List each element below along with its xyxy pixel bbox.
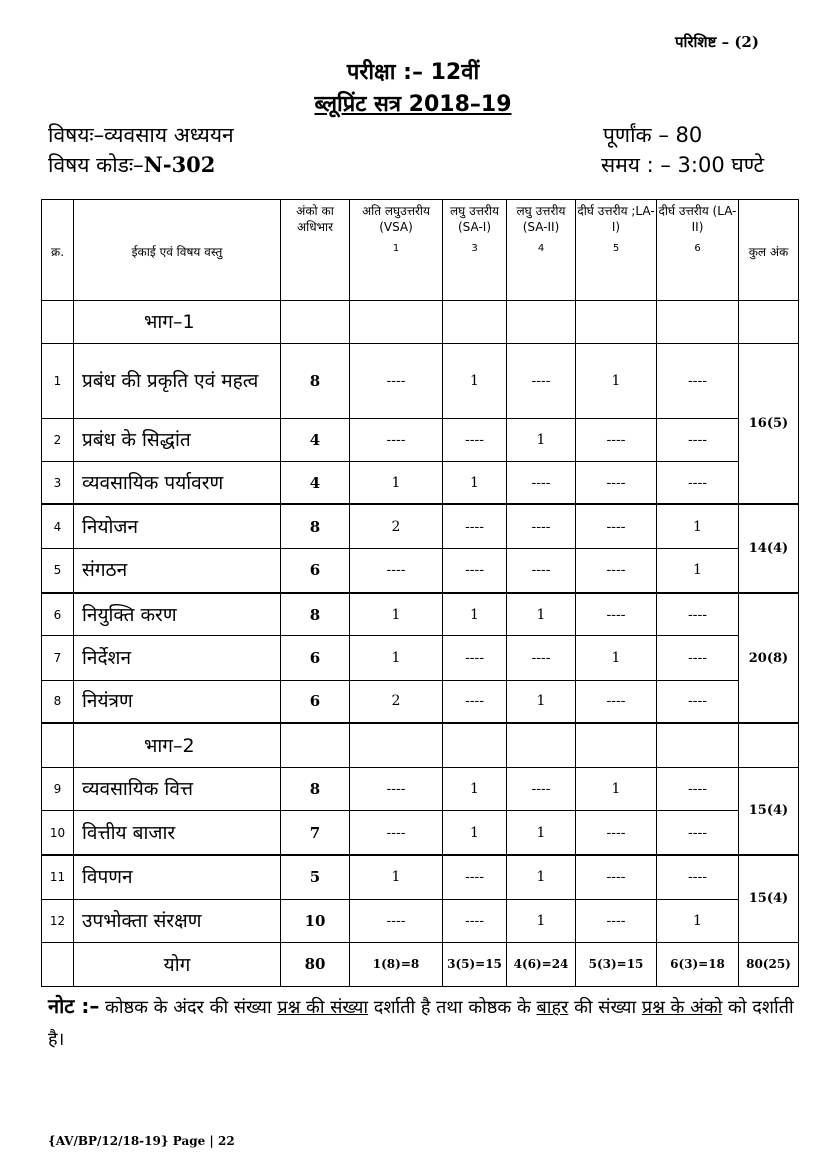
- row-topic: नियोजन: [74, 504, 281, 548]
- grand-total: 80(25): [739, 942, 799, 986]
- total-sa1: 3(5)=15: [443, 942, 507, 986]
- row-la1: ----: [576, 593, 657, 636]
- total-row: [42, 942, 799, 986]
- row-sn: 12: [42, 899, 74, 942]
- row-la2: 1: [657, 504, 739, 548]
- row-vsa: 1: [350, 593, 443, 636]
- row-topic: प्रबंध के सिद्धांत: [74, 418, 281, 461]
- row-sa2: 1: [507, 680, 576, 723]
- row-sn: 9: [42, 768, 74, 811]
- blueprint-title-text: ब्लूप्रिंट सत्र 2018–19: [314, 92, 512, 117]
- group-total: 16(5): [739, 344, 799, 505]
- row-topic: संगठन: [74, 549, 281, 593]
- row-weight: 4: [281, 418, 350, 461]
- exam-time: समय : – 3:00 घण्टे: [601, 153, 765, 177]
- row-la2: ----: [657, 593, 739, 636]
- header-weight: अंको का अधिभार: [281, 200, 350, 301]
- header-sa1-marks: 3: [471, 243, 478, 254]
- empty-cell: [350, 301, 443, 344]
- note-text: को दर्शाती है।: [48, 997, 794, 1050]
- appendix-label: परिशिष्ट – (2): [675, 33, 759, 51]
- row-weight: 8: [281, 593, 350, 636]
- group-total: 15(4): [739, 855, 799, 942]
- row-la2: ----: [657, 344, 739, 418]
- table-row: [42, 768, 799, 811]
- row-vsa: 1: [350, 636, 443, 680]
- subject-label: विषयः–व्यवसाय अध्ययन: [48, 123, 234, 147]
- row-la1: ----: [576, 549, 657, 593]
- empty-cell: [281, 301, 350, 344]
- row-la2: ----: [657, 680, 739, 723]
- row-vsa: ----: [350, 418, 443, 461]
- part-row: [42, 301, 799, 344]
- exam-title: परीक्षा :– 12वीं: [346, 60, 480, 85]
- empty-cell: [657, 723, 739, 767]
- row-vsa: 1: [350, 855, 443, 899]
- row-la1: ----: [576, 461, 657, 504]
- blueprint-table: [41, 199, 799, 987]
- group-total: 15(4): [739, 768, 799, 855]
- header-vsa: [350, 200, 443, 301]
- header-la1: [576, 200, 657, 301]
- empty-cell: [507, 723, 576, 767]
- header-sa1: [443, 200, 507, 301]
- table-row: [42, 855, 799, 899]
- row-sn: 3: [42, 461, 74, 504]
- row-weight: 7: [281, 811, 350, 855]
- empty-cell: [739, 723, 799, 767]
- empty-cell: [443, 301, 507, 344]
- row-weight: 8: [281, 768, 350, 811]
- row-sn: 4: [42, 504, 74, 548]
- row-sa2: 1: [507, 418, 576, 461]
- row-sa2: 1: [507, 855, 576, 899]
- row-sa1: ----: [443, 899, 507, 942]
- row-la2: ----: [657, 768, 739, 811]
- group-total: 20(8): [739, 593, 799, 724]
- row-sa1: 1: [443, 344, 507, 418]
- row-sa2: ----: [507, 768, 576, 811]
- row-sa2: ----: [507, 344, 576, 418]
- empty-cell: [350, 723, 443, 767]
- row-weight: 6: [281, 636, 350, 680]
- row-topic: व्यवसायिक पर्यावरण: [74, 461, 281, 504]
- row-la2: 1: [657, 899, 739, 942]
- part-row: [42, 723, 799, 767]
- code-value: N-302: [143, 152, 216, 177]
- header-sa2-marks: 4: [537, 243, 545, 254]
- row-sa1: 1: [443, 461, 507, 504]
- header-la2-label: दीर्घ उत्तरीय (LA-II): [658, 204, 737, 234]
- header-sa1-label: लघु उत्तरीय (SA-I): [450, 204, 499, 234]
- row-sa1: ----: [443, 418, 507, 461]
- page-footer: {AV/BP/12/18-19} Page | 22: [48, 1134, 235, 1148]
- note: [48, 990, 798, 1056]
- empty-cell: [443, 723, 507, 767]
- table-row: [42, 418, 799, 461]
- row-sa2: 1: [507, 899, 576, 942]
- note-underline: प्रश्न के अंको: [641, 997, 723, 1018]
- row-la1: ----: [576, 855, 657, 899]
- header-sn: क्र.: [42, 200, 74, 301]
- row-weight: 8: [281, 504, 350, 548]
- row-sa1: ----: [443, 549, 507, 593]
- row-sa1: ----: [443, 636, 507, 680]
- row-sa2: ----: [507, 504, 576, 548]
- empty-cell: [42, 942, 74, 986]
- table-row: [42, 504, 799, 548]
- total-weight: 80: [281, 942, 350, 986]
- row-la2: ----: [657, 461, 739, 504]
- header-vsa-marks: 1: [392, 243, 400, 254]
- total-la1: 5(3)=15: [576, 942, 657, 986]
- note-underline: बाहर: [536, 997, 569, 1018]
- row-sa1: 1: [443, 593, 507, 636]
- row-la2: ----: [657, 811, 739, 855]
- table-row: [42, 461, 799, 504]
- row-vsa: ----: [350, 768, 443, 811]
- empty-cell: [42, 723, 74, 767]
- note-text: दर्शाती है तथा कोष्ठक के: [368, 997, 537, 1018]
- row-la2: ----: [657, 855, 739, 899]
- group-total: 14(4): [739, 504, 799, 592]
- row-la1: ----: [576, 504, 657, 548]
- total-vsa: 1(8)=8: [350, 942, 443, 986]
- row-sn: 8: [42, 680, 74, 723]
- header-total: कुल अंक: [739, 200, 799, 301]
- row-topic: वित्तीय बाजार: [74, 811, 281, 855]
- row-weight: 6: [281, 680, 350, 723]
- row-sn: 1: [42, 344, 74, 418]
- empty-cell: [739, 301, 799, 344]
- header-la2: [657, 200, 739, 301]
- row-la2: ----: [657, 418, 739, 461]
- header-unit: ईकाई एवं विषय वस्तु: [74, 200, 281, 301]
- row-vsa: 2: [350, 504, 443, 548]
- part-1-label: भाग–1: [74, 301, 281, 344]
- row-topic: प्रबंध की प्रकृति एवं महत्व: [74, 344, 281, 418]
- row-weight: 10: [281, 899, 350, 942]
- row-weight: 8: [281, 344, 350, 418]
- row-la1: ----: [576, 680, 657, 723]
- row-sn: 11: [42, 855, 74, 899]
- row-la1: 1: [576, 344, 657, 418]
- blueprint-title: [0, 88, 826, 118]
- table-row: [42, 811, 799, 855]
- row-weight: 5: [281, 855, 350, 899]
- empty-cell: [657, 301, 739, 344]
- note-text: की संख्या: [568, 997, 642, 1018]
- row-sa1: 1: [443, 768, 507, 811]
- row-sa2: ----: [507, 636, 576, 680]
- row-sa1: ----: [443, 504, 507, 548]
- row-topic: नियंत्रण: [74, 680, 281, 723]
- row-vsa: ----: [350, 811, 443, 855]
- table-row: [42, 899, 799, 942]
- table-row: [42, 680, 799, 723]
- table-row: [42, 344, 799, 418]
- empty-cell: [507, 301, 576, 344]
- row-sn: 6: [42, 593, 74, 636]
- header-sa2: [507, 200, 576, 301]
- row-vsa: 2: [350, 680, 443, 723]
- note-underline: प्रश्न की संख्या: [277, 997, 369, 1018]
- empty-cell: [576, 301, 657, 344]
- row-la2: 1: [657, 549, 739, 593]
- row-la1: ----: [576, 811, 657, 855]
- row-topic: विपणन: [74, 855, 281, 899]
- total-sa2: 4(6)=24: [507, 942, 576, 986]
- row-sa2: ----: [507, 461, 576, 504]
- total-la2: 6(3)=18: [657, 942, 739, 986]
- row-vsa: 1: [350, 461, 443, 504]
- row-la1: 1: [576, 636, 657, 680]
- row-weight: 6: [281, 549, 350, 593]
- row-sa1: ----: [443, 855, 507, 899]
- row-vsa: ----: [350, 899, 443, 942]
- row-sn: 10: [42, 811, 74, 855]
- empty-cell: [576, 723, 657, 767]
- part-2-label: भाग–2: [74, 723, 281, 767]
- row-topic: व्यवसायिक वित्त: [74, 768, 281, 811]
- row-topic: नियुक्ति करण: [74, 593, 281, 636]
- row-sn: 7: [42, 636, 74, 680]
- header-la2-marks: 6: [694, 243, 701, 254]
- code-label: विषय कोडः–: [48, 153, 144, 177]
- row-vsa: ----: [350, 344, 443, 418]
- row-topic: निर्देशन: [74, 636, 281, 680]
- row-sa1: ----: [443, 680, 507, 723]
- row-la1: ----: [576, 418, 657, 461]
- note-label: नोट :–: [48, 994, 100, 1018]
- note-text: कोष्ठक के अंदर की संख्या: [99, 997, 278, 1018]
- row-sa1: 1: [443, 811, 507, 855]
- row-la1: ----: [576, 899, 657, 942]
- row-sn: 5: [42, 549, 74, 593]
- header-row: [42, 200, 799, 301]
- header-la1-marks: 5: [612, 243, 620, 254]
- total-label: योग: [74, 942, 281, 986]
- row-la1: 1: [576, 768, 657, 811]
- header-vsa-label: अति लघुउत्तरीय (VSA): [361, 204, 430, 234]
- row-sn: 2: [42, 418, 74, 461]
- row-vsa: ----: [350, 549, 443, 593]
- table-row: [42, 549, 799, 593]
- row-sa2: 1: [507, 811, 576, 855]
- row-topic: उपभोक्ता संरक्षण: [74, 899, 281, 942]
- empty-cell: [281, 723, 350, 767]
- row-weight: 4: [281, 461, 350, 504]
- table-row: [42, 593, 799, 636]
- row-sa2: ----: [507, 549, 576, 593]
- row-sa2: 1: [507, 593, 576, 636]
- header-sa2-label: लघु उत्तरीय (SA-II): [516, 204, 566, 234]
- subject-code: [48, 151, 215, 179]
- row-la2: ----: [657, 636, 739, 680]
- empty-cell: [42, 301, 74, 344]
- header-la1-label: दीर्घ उत्तरीय ;LA-I): [577, 204, 655, 234]
- max-marks: पूर्णांक – 80: [603, 123, 703, 147]
- table-row: [42, 636, 799, 680]
